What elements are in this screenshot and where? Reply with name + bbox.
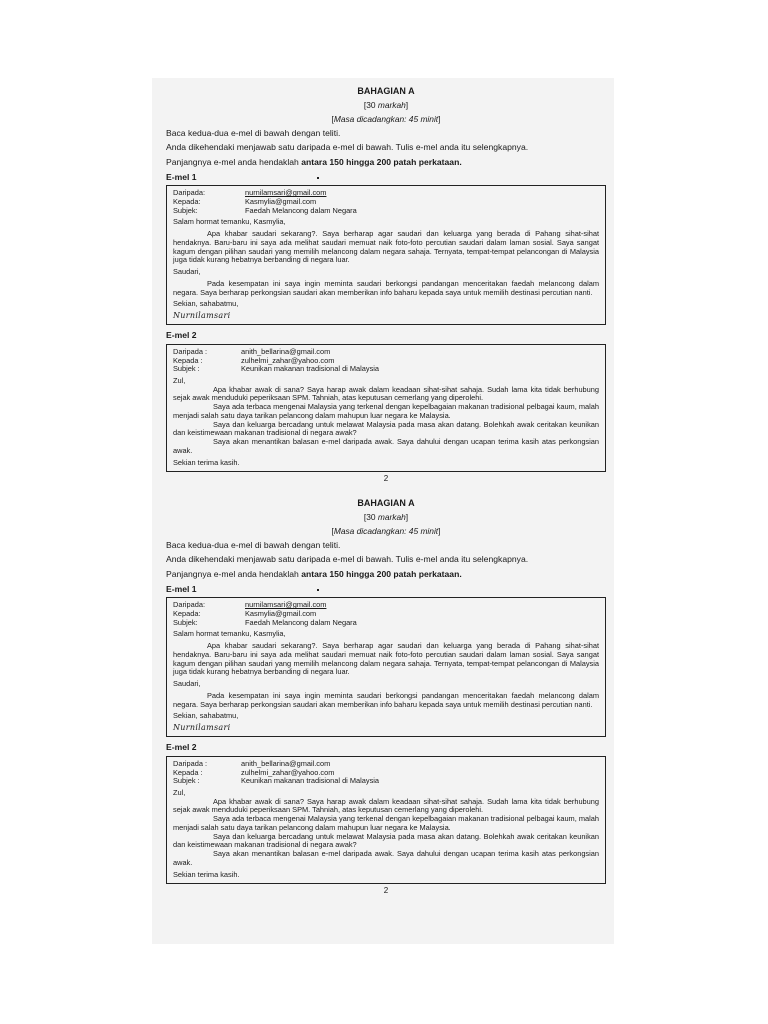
email2-greeting: Zul,	[173, 375, 186, 385]
instruction-answer: Anda dikehendaki menjawab satu daripada e-mel di bawah. Tulis e-mel anda itu selengkapnya.	[166, 554, 529, 565]
email2-paragraph-4: Saya akan menantikan balasan e-mel daripada awak. Saya dahului dengan ucapan terima kasih atas perkongsian awak.	[173, 849, 599, 867]
email2-paragraph-3: Saya dan keluarga bercadang untuk melawat Malaysia pada masa akan datang. Bolehkah awak ceritakan keunikan dan keistimewaan makanan tradisional di negara awak?	[173, 419, 599, 438]
email2-box	[166, 756, 606, 885]
instruction-answer: Anda dikehendaki menjawab satu daripada e-mel di bawah. Tulis e-mel anda itu selengkapnya.	[166, 142, 529, 153]
email1-signature: Nurnilamsari	[173, 311, 231, 321]
email1-address: Saudari,	[173, 679, 201, 689]
page-number: 2	[383, 474, 389, 484]
instruction-read: Baca kedua-dua e-mel di bawah dengan teliti.	[166, 539, 341, 550]
email2-heading: E-mel 2	[166, 742, 197, 753]
email1-paragraph-2: Pada kesempatan ini saya ingin meminta saudari berkongsi pandangan menceritakan faedah melancong dalam negara. Saya berharap perkongsian saudari akan memberikan info baharu kepada saya untuk memilih destinasi percutian nanti.	[173, 278, 599, 297]
email2-paragraph-1: Apa khabar awak di sana? Saya harap awak dalam keadaan sihat-sihat sahaja. Sudah lama kita tidak berhubung sejak awak menduduki peperiksaan SPM. Tahniah, atas keputusan cemerlang yang diperolehi.	[173, 384, 599, 403]
email1-greeting: Salam hormat temanku, Kasmylia,	[173, 217, 286, 227]
marks-line: [30 markah]	[363, 511, 409, 522]
email2-paragraph-2: Saya ada terbaca mengenai Malaysia yang terkenal dengan kepelbagaian makanan tradisional pelbagai kaum, malah menjadi salah satu daya tarikan pelancong dalam mahupun luar negara ke Malaysia.	[173, 814, 599, 832]
scan-speck	[317, 177, 319, 179]
email1-greeting: Salam hormat temanku, Kasmylia,	[173, 629, 286, 639]
marks-line: [30 markah]	[363, 99, 409, 110]
email2-closing: Sekian terima kasih.	[173, 869, 240, 879]
email2-from-row: Daripada : anith_bellarina@gmail.com	[173, 346, 331, 356]
email1-closing: Sekian, sahabatmu,	[173, 711, 239, 721]
email1-to-row: Kepada: Kasmylia@gmail.com	[173, 608, 317, 618]
email1-from-row: Daripada: nurnilamsari@gmail.com	[173, 188, 327, 198]
email2-greeting: Zul,	[173, 787, 186, 797]
email1-signature: Nurnilamsari	[173, 723, 231, 733]
scan-speck	[317, 589, 319, 591]
email1-address: Saudari,	[173, 267, 201, 277]
email1-paragraph-1: Apa khabar saudari sekarang?. Saya berharap agar saudari dan keluarga yang berada di Pahang sihat-sihat hendaknya. Baru-baru ini saya ada melihat saudari memuat naik foto-foto percutian saudari dalam laman sosial. Saya sangat kagum dengan pilihan saudari yang memilih melancong dalam negara sahaja. Ternyata, tempat-tempat pelancongan di Malaysia juga tidak kurang hebatnya berbanding di negara luar.	[173, 229, 599, 265]
email2-to-row: Kepada : zulhelmi_zahar@yahoo.com	[173, 767, 335, 777]
email2-subject-row: Subjek : Keunikan makanan tradisional di Malaysia	[173, 776, 380, 786]
email1-paragraph-1: Apa khabar saudari sekarang?. Saya berharap agar saudari dan keluarga yang berada di Pahang sihat-sihat hendaknya. Baru-baru ini saya ada melihat saudari memuat naik foto-foto percutian saudari dalam laman sosial. Saya sangat kagum dengan pilihan saudari yang memilih melancong dalam negara sahaja. Ternyata, tempat-tempat pelancongan di Malaysia juga tidak kurang hebatnya berbanding di negara luar.	[173, 641, 599, 677]
email2-paragraph-2: Saya ada terbaca mengenai Malaysia yang terkenal dengan kepelbagaian makanan tradisional pelbagai kaum, malah menjadi salah satu daya tarikan pelancong dalam mahupun luar negara ke Malaysia.	[173, 402, 599, 420]
email2-to-row: Kepada : zulhelmi_zahar@yahoo.com	[173, 355, 335, 365]
email1-heading: E-mel 1	[166, 172, 606, 182]
instruction-read: Baca kedua-dua e-mel di bawah dengan teliti.	[166, 127, 341, 138]
email1-subject-row: Subjek: Faedah Melancong dalam Negara	[173, 205, 357, 215]
page-number: 2	[383, 886, 389, 896]
email1-from-row: Daripada: nurnilamsari@gmail.com	[173, 600, 327, 610]
email2-paragraph-1: Apa khabar awak di sana? Saya harap awak dalam keadaan sihat-sihat sahaja. Sudah lama kita tidak berhubung sejak awak menduduki peperiksaan SPM. Tahniah, atas keputusan cemerlang yang diperolehi.	[173, 796, 599, 815]
email1-box	[166, 597, 606, 737]
email2-paragraph-3: Saya dan keluarga bercadang untuk melawat Malaysia pada masa akan datang. Bolehkah awak ceritakan keunikan dan keistimewaan makanan tradisional di negara awak?	[173, 831, 599, 850]
email2-paragraph-4: Saya akan menantikan balasan e-mel daripada awak. Saya dahului dengan ucapan terima kasih atas perkongsian awak.	[173, 437, 599, 455]
suggested-time-line: [Masa dicadangkan: 45 minit]	[331, 525, 441, 536]
email2-heading: E-mel 2	[166, 330, 197, 341]
email1-subject-row: Subjek: Faedah Melancong dalam Negara	[173, 617, 357, 627]
section-title: BAHAGIAN A	[357, 498, 415, 508]
email2-closing: Sekian terima kasih.	[173, 457, 240, 467]
exam-page-2	[166, 498, 606, 896]
instruction-length: Panjangnya e-mel anda hendaklah antara 150 hingga 200 patah perkataan.	[166, 156, 462, 167]
email2-box	[166, 344, 606, 473]
email1-box	[166, 185, 606, 325]
email1-to-row: Kepada: Kasmylia@gmail.com	[173, 196, 317, 206]
suggested-time-line: [Masa dicadangkan: 45 minit]	[331, 113, 441, 124]
email1-heading: E-mel 1	[166, 584, 606, 594]
email2-subject-row: Subjek : Keunikan makanan tradisional di Malaysia	[173, 364, 380, 374]
email2-from-row: Daripada : anith_bellarina@gmail.com	[173, 758, 331, 768]
section-title: BAHAGIAN A	[357, 86, 415, 96]
email1-paragraph-2: Pada kesempatan ini saya ingin meminta saudari berkongsi pandangan menceritakan faedah melancong dalam negara. Saya berharap perkongsian saudari akan memberikan info baharu kepada saya untuk memilih destinasi percutian nanti.	[173, 690, 599, 709]
exam-page-1	[166, 86, 606, 484]
instruction-length: Panjangnya e-mel anda hendaklah antara 150 hingga 200 patah perkataan.	[166, 568, 462, 579]
email1-closing: Sekian, sahabatmu,	[173, 299, 239, 309]
